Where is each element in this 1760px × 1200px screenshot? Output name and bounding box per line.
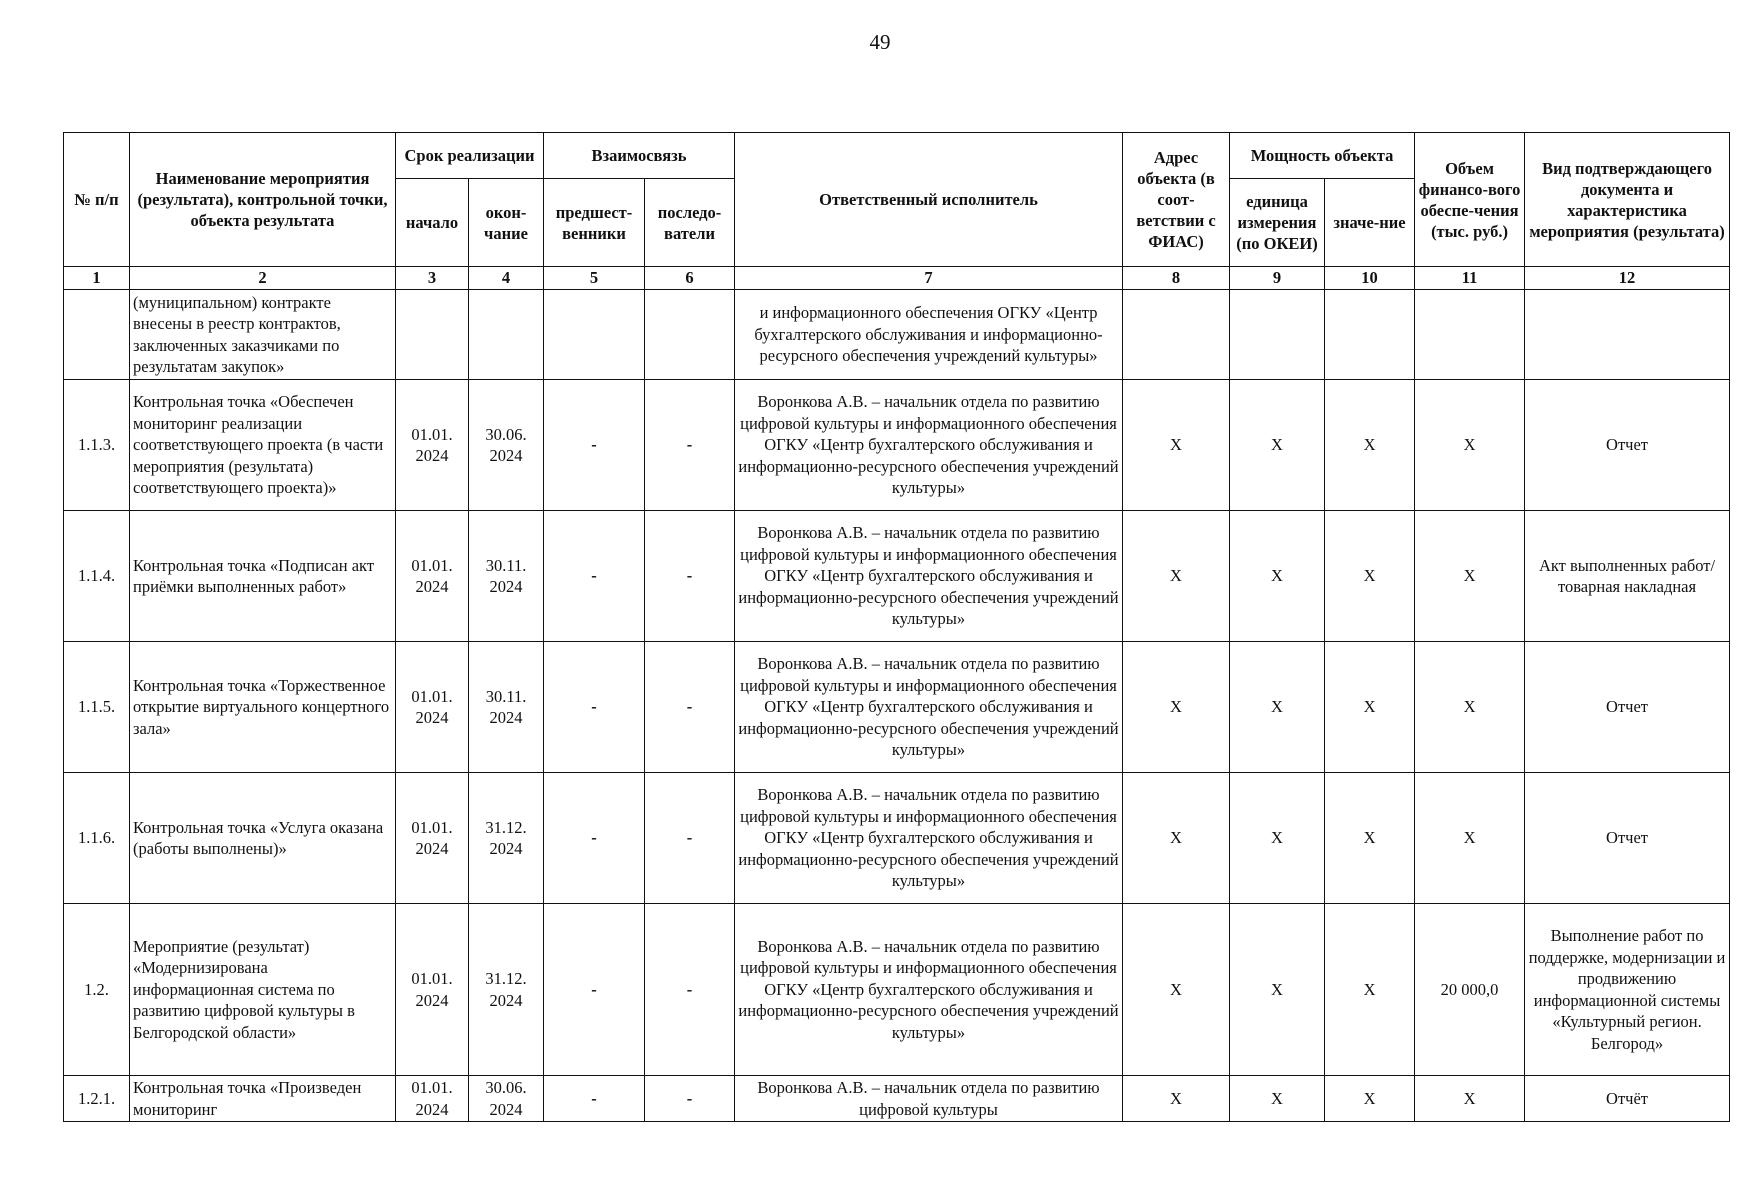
row-end	[469, 290, 544, 380]
row-address: X	[1123, 904, 1230, 1076]
header-predecessors: предшест-венники	[544, 179, 645, 267]
table-row	[64, 773, 1730, 904]
row-number: 1.2.1.	[64, 1076, 130, 1122]
row-financing: X	[1415, 1076, 1525, 1122]
row-successors: -	[645, 642, 735, 773]
row-start: 01.01. 2024	[396, 904, 469, 1076]
row-value: X	[1325, 642, 1415, 773]
column-number: 3	[396, 267, 469, 290]
row-value: X	[1325, 380, 1415, 511]
row-end: 30.06. 2024	[469, 1076, 544, 1122]
row-document: Выполнение работ по поддержке, модернизации и продвижению информационной системы «Культурный регион. Белгород»	[1525, 904, 1730, 1076]
row-end: 31.12. 2024	[469, 773, 544, 904]
header-link: Взаимосвязь	[544, 133, 735, 179]
header-num: № п/п	[64, 133, 130, 267]
row-unit: X	[1230, 380, 1325, 511]
row-financing: X	[1415, 642, 1525, 773]
row-start: 01.01. 2024	[396, 380, 469, 511]
row-document: Отчет	[1525, 773, 1730, 904]
header-period: Срок реализации	[396, 133, 544, 179]
row-responsible: Воронкова А.В. – начальник отдела по развитию цифровой культуры и информационного обеспечения ОГКУ «Центр бухгалтерского обслуживания и информационно-ресурсного обеспечения учреждений культуры»	[735, 904, 1123, 1076]
row-unit	[1230, 290, 1325, 380]
row-number: 1.1.6.	[64, 773, 130, 904]
row-value: X	[1325, 904, 1415, 1076]
row-unit: X	[1230, 511, 1325, 642]
row-unit: X	[1230, 642, 1325, 773]
row-start	[396, 290, 469, 380]
row-address: X	[1123, 380, 1230, 511]
row-financing: 20 000,0	[1415, 904, 1525, 1076]
header-value: значе-ние	[1325, 179, 1415, 267]
row-predecessors: -	[544, 904, 645, 1076]
row-successors: -	[645, 380, 735, 511]
row-predecessors: -	[544, 1076, 645, 1122]
row-successors: -	[645, 511, 735, 642]
row-financing: X	[1415, 380, 1525, 511]
row-start: 01.01. 2024	[396, 642, 469, 773]
header-document: Вид подтверждающего документа и характеристика мероприятия (результата)	[1525, 133, 1730, 267]
row-name: Контрольная точка «Услуга оказана (работы выполнены)»	[130, 773, 396, 904]
row-responsible: Воронкова А.В. – начальник отдела по развитию цифровой культуры	[735, 1076, 1123, 1122]
row-document: Акт выполненных работ/товарная накладная	[1525, 511, 1730, 642]
row-value	[1325, 290, 1415, 380]
row-number: 1.2.	[64, 904, 130, 1076]
row-name: Контрольная точка «Торжественное открытие виртуального концертного зала»	[130, 642, 396, 773]
column-number: 12	[1525, 267, 1730, 290]
row-number	[64, 290, 130, 380]
column-number: 4	[469, 267, 544, 290]
row-document	[1525, 290, 1730, 380]
row-responsible: Воронкова А.В. – начальник отдела по развитию цифровой культуры и информационного обеспечения ОГКУ «Центр бухгалтерского обслуживания и информационно-ресурсного обеспечения учреждений культуры»	[735, 380, 1123, 511]
row-start: 01.01. 2024	[396, 773, 469, 904]
table-row	[64, 1076, 1730, 1122]
table-row	[64, 511, 1730, 642]
row-predecessors: -	[544, 511, 645, 642]
table-row	[64, 642, 1730, 773]
column-numbers-row	[64, 267, 1730, 290]
column-number: 2	[130, 267, 396, 290]
row-successors: -	[645, 1076, 735, 1122]
row-predecessors: -	[544, 642, 645, 773]
header-row-1	[64, 133, 1730, 179]
row-financing: X	[1415, 773, 1525, 904]
header-responsible: Ответственный исполнитель	[735, 133, 1123, 267]
plan-table	[63, 132, 1730, 1122]
row-document: Отчет	[1525, 642, 1730, 773]
header-address: Адрес объекта (в соот-ветствии с ФИАС)	[1123, 133, 1230, 267]
row-end: 30.11. 2024	[469, 511, 544, 642]
row-value: X	[1325, 1076, 1415, 1122]
row-unit: X	[1230, 1076, 1325, 1122]
row-predecessors: -	[544, 380, 645, 511]
row-end: 30.06. 2024	[469, 380, 544, 511]
page-number: 49	[869, 30, 891, 54]
row-address: X	[1123, 773, 1230, 904]
row-document: Отчет	[1525, 380, 1730, 511]
row-address	[1123, 290, 1230, 380]
row-start: 01.01. 2024	[396, 1076, 469, 1122]
row-responsible: и информационного обеспечения ОГКУ «Центр бухгалтерского обслуживания и информационно-ресурсного обеспечения учреждений культуры»	[735, 290, 1123, 380]
table-row	[64, 380, 1730, 511]
table-row	[64, 904, 1730, 1076]
row-address: X	[1123, 642, 1230, 773]
table-row	[64, 290, 1730, 380]
row-name: Контрольная точка «Произведен мониторинг	[130, 1076, 396, 1122]
row-document: Отчёт	[1525, 1076, 1730, 1122]
row-responsible: Воронкова А.В. – начальник отдела по развитию цифровой культуры и информационного обеспечения ОГКУ «Центр бухгалтерского обслуживания и информационно-ресурсного обеспечения учреждений культуры»	[735, 773, 1123, 904]
row-value: X	[1325, 773, 1415, 904]
row-unit: X	[1230, 773, 1325, 904]
column-number: 10	[1325, 267, 1415, 290]
row-number: 1.1.3.	[64, 380, 130, 511]
row-number: 1.1.5.	[64, 642, 130, 773]
header-financing: Объем финансо-вого обеспе-чения (тыс. руб.)	[1415, 133, 1525, 267]
column-number: 6	[645, 267, 735, 290]
row-start: 01.01. 2024	[396, 511, 469, 642]
row-responsible: Воронкова А.В. – начальник отдела по развитию цифровой культуры и информационного обеспечения ОГКУ «Центр бухгалтерского обслуживания и информационно-ресурсного обеспечения учреждений культуры»	[735, 642, 1123, 773]
header-power: Мощность объекта	[1230, 133, 1415, 179]
row-successors: -	[645, 904, 735, 1076]
row-address: X	[1123, 511, 1230, 642]
row-name: (муниципальном) контракте внесены в реестр контрактов, заключенных заказчиками по результатам закупок»	[130, 290, 396, 380]
row-value: X	[1325, 511, 1415, 642]
row-financing	[1415, 290, 1525, 380]
row-financing: X	[1415, 511, 1525, 642]
row-end: 31.12. 2024	[469, 904, 544, 1076]
row-end: 30.11. 2024	[469, 642, 544, 773]
column-number: 8	[1123, 267, 1230, 290]
header-name: Наименование мероприятия (результата), контрольной точки, объекта результата	[130, 133, 396, 267]
row-successors: -	[645, 773, 735, 904]
row-name: Контрольная точка «Подписан акт приёмки выполненных работ»	[130, 511, 396, 642]
column-number: 9	[1230, 267, 1325, 290]
header-successors: последо-ватели	[645, 179, 735, 267]
row-responsible: Воронкова А.В. – начальник отдела по развитию цифровой культуры и информационного обеспечения ОГКУ «Центр бухгалтерского обслуживания и информационно-ресурсного обеспечения учреждений культуры»	[735, 511, 1123, 642]
column-number: 1	[64, 267, 130, 290]
header-start: начало	[396, 179, 469, 267]
row-name: Контрольная точка «Обеспечен мониторинг реализации соответствующего проекта (в части мероприятия (результата) соответствующего проекта)»	[130, 380, 396, 511]
column-number: 5	[544, 267, 645, 290]
column-number: 7	[735, 267, 1123, 290]
header-unit: единица измерения (по ОКЕИ)	[1230, 179, 1325, 267]
row-number: 1.1.4.	[64, 511, 130, 642]
row-predecessors	[544, 290, 645, 380]
row-name: Мероприятие (результат) «Модернизирована информационная система по развитию цифровой культуры в Белгородской области»	[130, 904, 396, 1076]
row-predecessors: -	[544, 773, 645, 904]
header-end: окон-чание	[469, 179, 544, 267]
row-unit: X	[1230, 904, 1325, 1076]
column-number: 11	[1415, 267, 1525, 290]
row-successors	[645, 290, 735, 380]
row-address: X	[1123, 1076, 1230, 1122]
